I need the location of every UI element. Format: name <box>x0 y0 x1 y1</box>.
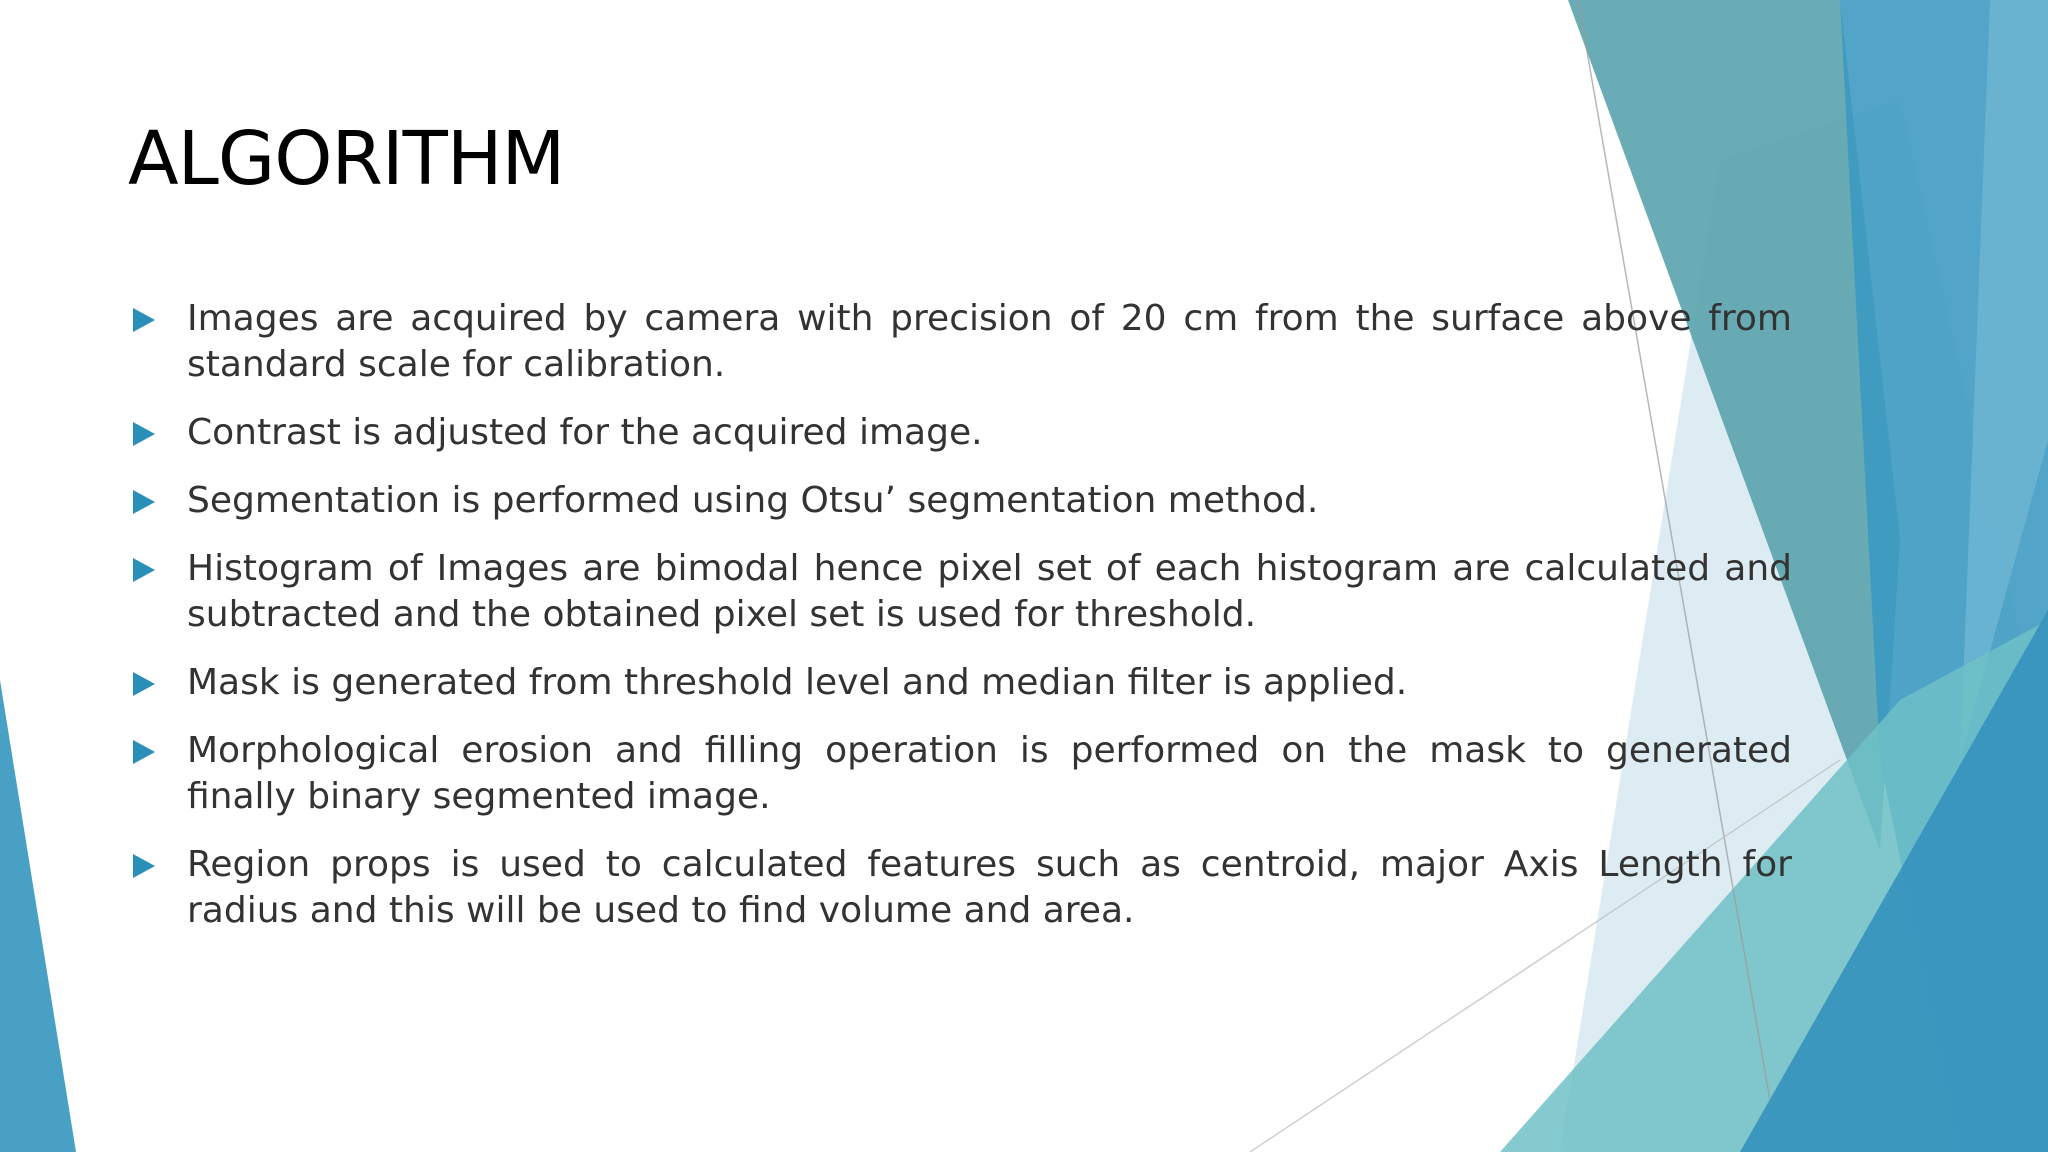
bullet-item <box>130 842 1792 934</box>
triangle-right-icon <box>133 308 155 332</box>
bullet-text: Images are acquired by camera with precision of 20 cm from the surface above from standard scale for calibration. <box>187 298 1792 385</box>
left-edge-triangle <box>0 680 76 1152</box>
bullet-item <box>130 660 1792 706</box>
bullet-item <box>130 546 1792 638</box>
triangle-right-icon <box>133 740 155 764</box>
bullet-text: Morphological erosion and filling operation is performed on the mask to generated finally binary segmented image. <box>187 730 1792 817</box>
bullet-item <box>130 478 1792 524</box>
triangle-right-icon <box>133 422 155 446</box>
bullet-item <box>130 728 1792 820</box>
triangle-right-icon <box>133 490 155 514</box>
bullet-text: Contrast is adjusted for the acquired image. <box>187 412 983 453</box>
bullet-item <box>130 296 1792 388</box>
bullet-text: Segmentation is performed using Otsu’ segmentation method. <box>187 480 1319 521</box>
slide-title: ALGORITHM <box>128 116 565 202</box>
triangle-right-icon <box>133 854 155 878</box>
bullet-list <box>130 296 1792 956</box>
bullet-item <box>130 410 1792 456</box>
bullet-text: Histogram of Images are bimodal hence pixel set of each histogram are calculated and subtracted and the obtained pixel set is used for threshold. <box>187 548 1792 635</box>
triangle-right-icon <box>133 558 155 582</box>
triangle-right-icon <box>133 672 155 696</box>
bullet-text: Region props is used to calculated features such as centroid, major Axis Length for radius and this will be used to find volume and area. <box>187 844 1792 931</box>
bullet-text: Mask is generated from threshold level and median filter is applied. <box>187 662 1408 703</box>
